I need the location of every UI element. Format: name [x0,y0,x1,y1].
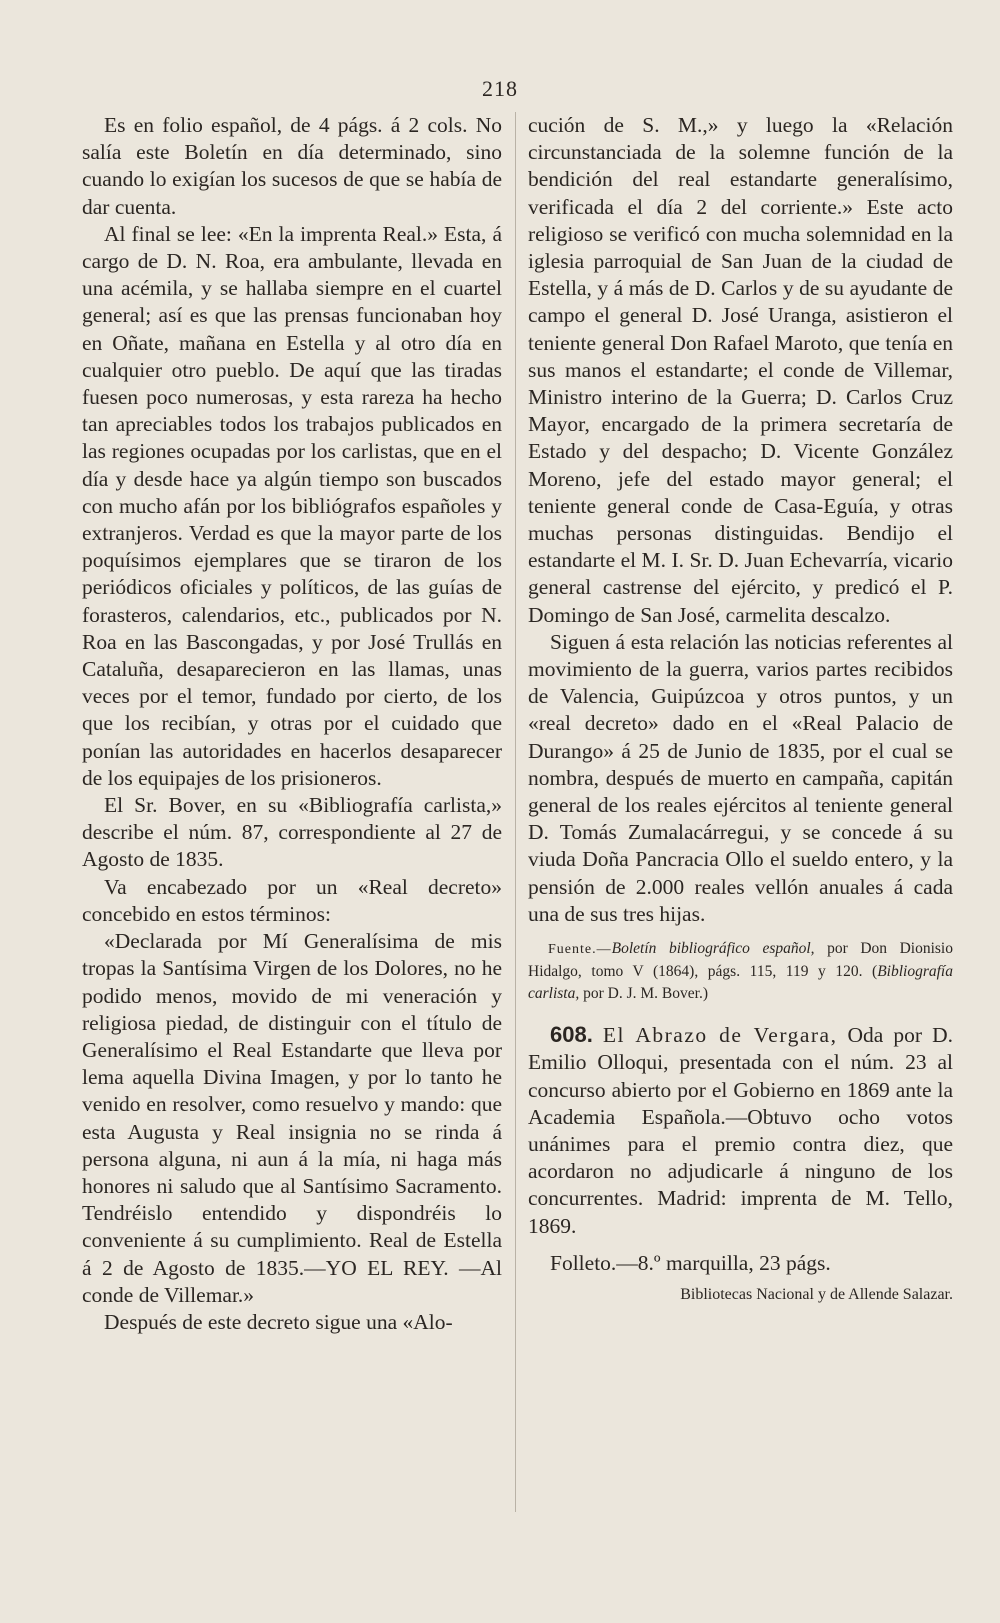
entry-text: Oda por D. Emilio Olloqui, presentada con el núm. 23 al concurso abierto por el Gobierno en 1869 ante la Academia Española.—Obtuvo ocho votos unánimes para el premio contra diez, que acordaron no adjudicarle á ninguno de los concurrentes. Madrid: imprenta de M. Tello, 1869. [528,1023,953,1238]
decree-quote: «Declarada por Mí Generalísima de mis tropas la Santísima Virgen de los Dolores, no he podido menos, movido de mi veneración y religiosa piedad, de distinguir con el título de Generalísimo el Real Estandarte que lleva por lema aquella Divina Imagen, y por lo tanto he venido en resolver, como resuelvo y mando: que esta Augusta y Real insignia no se rinda á persona alguna, ni aun á la mía, ni haga más honores ni saludo que al Santísimo Sacramento. Tendréislo entendido y dispondréis lo conveniente á su cumplimiento. Real de Estella á 2 de Agosto de 1835.—YO EL REY. —Al conde de Villemar.» [82,929,502,1307]
paragraph: Al final se lee: «En la imprenta Real.» Esta, á cargo de D. N. Roa, era ambulante, llevada en una acémila, y se hallaba siempre en el cuartel general; así es que las prensas funcionaban hoy en Oñate, mañana en Estella y al otro día en cualquier otro pueblo. De aquí que las tiradas fuesen poco numerosas, y esta rareza ha hecho tan apreciables todos los trabajos publicados en las regiones ocupadas por los carlistas, que en el día y desde hace ya algún tiempo son buscados con mucho afán por los bibliógrafos españoles y extranjeros. Verdad es que la mayor parte de los poquísimos ejemplares que se tiraron de los periódicos oficiales y políticos, de las guías de forasteros, calendarios, etc., publicados por N. Roa en las Bascongadas, y por José Trullás en Cataluña, desaparecieron en las llamas, unas veces por el temor, fundado por cierto, de los que los recibían, y otras por el cuidado que ponían las autoridades en hacerlos desaparecer de los equipajes de los prisioneros. [82,221,502,790]
entry-title: El Abrazo de Vergara, [602,1023,838,1048]
left-column [82,112,502,1336]
paragraph: Siguen á esta relación las noticias referentes al movimiento de la guerra, varios partes recibidos de Valencia, Guipúzcoa y otros puntos, y un «real decreto» dado en el «Real Palacio de Durango» á 25 de Junio de 1835, por el cual se nombra, después de muerto en campaña, capitán general de los reales ejércitos al teniente general D. Tomás Zumalacárregui, y se concede á su viuda Doña Pancracia Ollo el sueldo entero, y la pensión de 2.000 reales vellón anuales á cada una de sus tres hijas. [528,629,953,926]
entry-number: 608. [550,1022,593,1048]
page-number: 218 [482,76,518,101]
column-divider [515,112,516,1512]
source-title: Bibliografía carlista, [528,963,953,1003]
paragraph: El Sr. Bover, en su «Bibliografía carlista,» describe el núm. 87, correspondiente al 27 de Agosto de 1835. [82,793,502,872]
source-text: por D. J. M. Bover.) [579,985,708,1003]
source-text: por Don Dionisio Hidalgo, tomo V (1864), págs. 115, 119 y 120. ( [528,940,953,981]
catalog-entry [528,1021,953,1240]
libraries-line: Bibliotecas Nacional y de Allende Salazar. [680,1285,953,1303]
paragraph: Va encabezado por un «Real decreto» concebido en estos términos: [82,874,502,926]
paragraph: Después de este decreto sigue una «Alo- [104,1309,453,1334]
source-title: Boletín bibliográfico español, [611,940,815,958]
format-line: Folleto.—8.º marquilla, 23 págs. [550,1250,831,1275]
right-column [528,112,953,1308]
source-label: Fuente.— [548,942,612,958]
paragraph: Es en folio español, de 4 págs. á 2 cols. No salía este Boletín en día determinado, sino cuando lo exigían los sucesos de que se había de dar cuenta. [82,113,502,219]
source-note [528,938,953,1005]
paragraph: cución de S. M.,» y luego la «Relación circunstanciada de la solemne función de la bendición del real estandarte generalísimo, verificada el día 2 del corriente.» Este acto religioso se verificó con mucha solemnidad en la iglesia parroquial de San Juan de la ciudad de Estella, y á más de D. Carlos y de su ayudante de campo el general D. José Uranga, asistieron el teniente general Don Rafael Maroto, que tenía en sus manos el estandarte; el conde de Villemar, Ministro interino de la Guerra; D. Carlos Cruz Mayor, encargado de la primera secretaría de Estado y del despacho; D. Vicente González Moreno, jefe del estado mayor general; el teniente general conde de Casa-Eguía, y otras muchas personas distinguidas. Bendijo el estandarte el M. I. Sr. D. Juan Echevarría, vicario general castrense del ejército, y predicó el P. Domingo de San José, carmelita descalzo. [528,113,953,627]
